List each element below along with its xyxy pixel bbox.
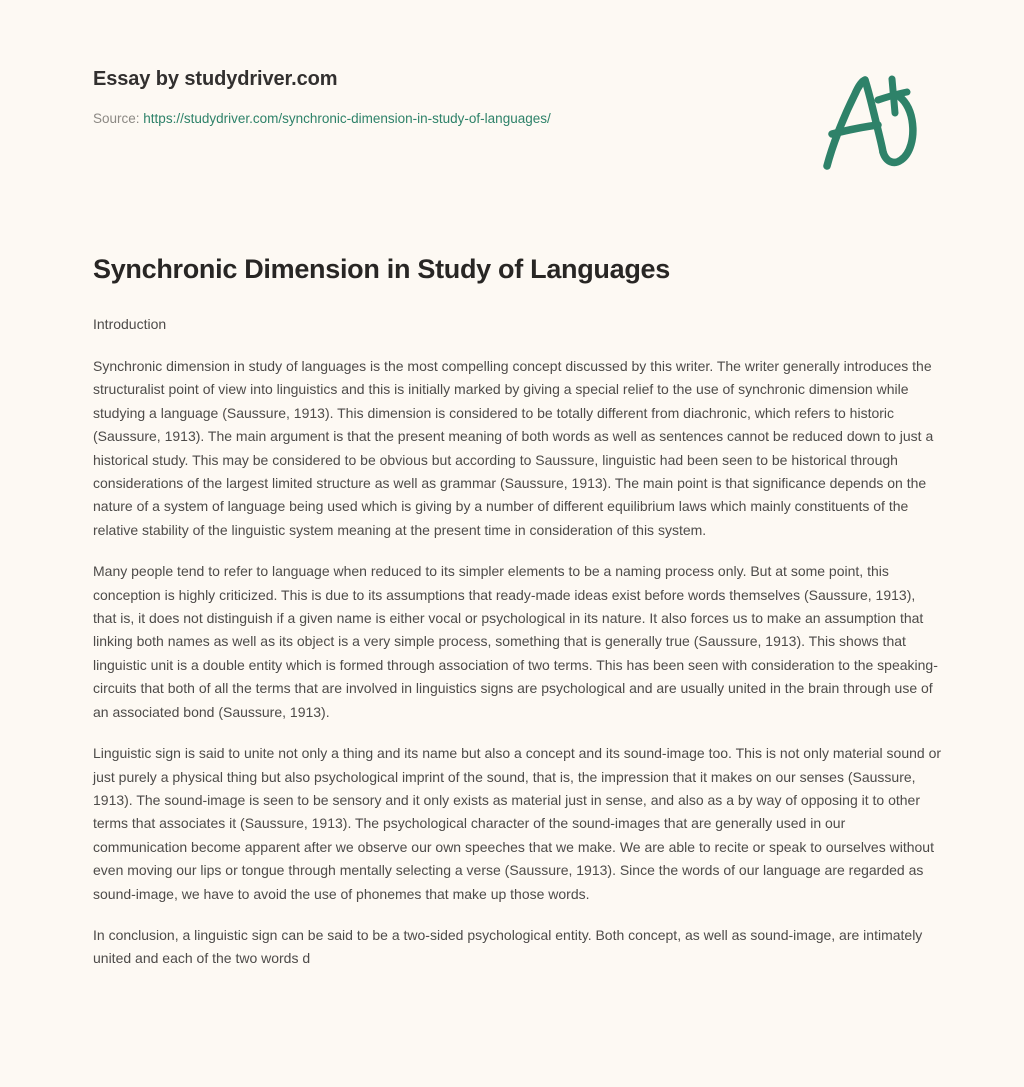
document-body: [93, 252, 941, 971]
section-heading-introduction: Introduction: [93, 316, 167, 332]
paragraph-conclusion: In conclusion, a linguistic sign can be said to be a two-sided psychological entity. Both concept, as well as sound-image, are intimately united and each of the two words d: [93, 926, 923, 967]
brand-title: Essay by studydriver.com: [93, 68, 338, 90]
page-header: [93, 66, 793, 128]
a-plus-logo-svg: [818, 72, 936, 172]
paragraph: Many people tend to refer to language when reduced to its simpler elements to be a naming process only. But at some point, this conception is highly criticized. This is due to its assumptions that ready-made ideas exist before words themselves (Saussure, 1913), that is, it does not distinguish if a given name is either vocal or psychological in its nature. It also forces us to make an assumption that linking both names as well as its object is a very simple process, something that is generally true (Saussure, 1913). This shows that linguistic unit is a double entity which is formed through association of two terms. This has been seen with consideration to the speaking-circuits that both of all the terms that are involved in linguistics signs are psychological and are usually united in the brain through use of an associated bond (Saussure, 1913).: [93, 563, 938, 720]
source-url-link[interactable]: https://studydriver.com/synchronic-dimension-in-study-of-languages/: [143, 111, 551, 126]
page-title: Synchronic Dimension in Study of Languages: [93, 254, 670, 284]
source-line: [93, 110, 793, 128]
paragraph: Synchronic dimension in study of languages is the most compelling concept discussed by this writer. The writer generally introduces the structuralist point of view into linguistics and this is initially marked by giving a special relief to the use of synchronic dimension while studying a language (Saussure, 1913). This dimension is considered to be totally different from diachronic, which refers to historic (Saussure, 1913). The main argument is that the present meaning of both words as well as sentences cannot be reduced down to just a historical study. This may be considered to be obvious but according to Saussure, linguistic had been seen to be historical through considerations of the largest limited structure as well as grammar (Saussure, 1913). The main point is that significance depends on the nature of a system of language being used which is giving by a number of different equilibrium laws which mainly constituents of the relative stability of the linguistic system meaning at the present time in consideration of this system.: [93, 358, 934, 538]
source-label: Source:: [93, 111, 140, 126]
a-plus-handwritten-logo-icon: [818, 72, 936, 172]
paragraph: Linguistic sign is said to unite not only a thing and its name but also a concept and its sound-image too. This is not only material sound or just purely a physical thing but also psychological imprint of the sound, that is, the impression that it makes on our senses (Saussure, 1913). The sound-image is seen to be sensory and it only exists as material just in sense, and also as a by way of opposing it to other terms that associates it (Saussure, 1913). The psychological character of the sound-images that are generally used in our communication become apparent after we observe our own speeches that we make. We are able to recite or speak to ourselves without even moving our lips or tongue through mentally selecting a verse (Saussure, 1913). Since the words of our language are regarded as sound-image, we have to avoid the use of phonemes that make up those words.: [93, 745, 942, 902]
